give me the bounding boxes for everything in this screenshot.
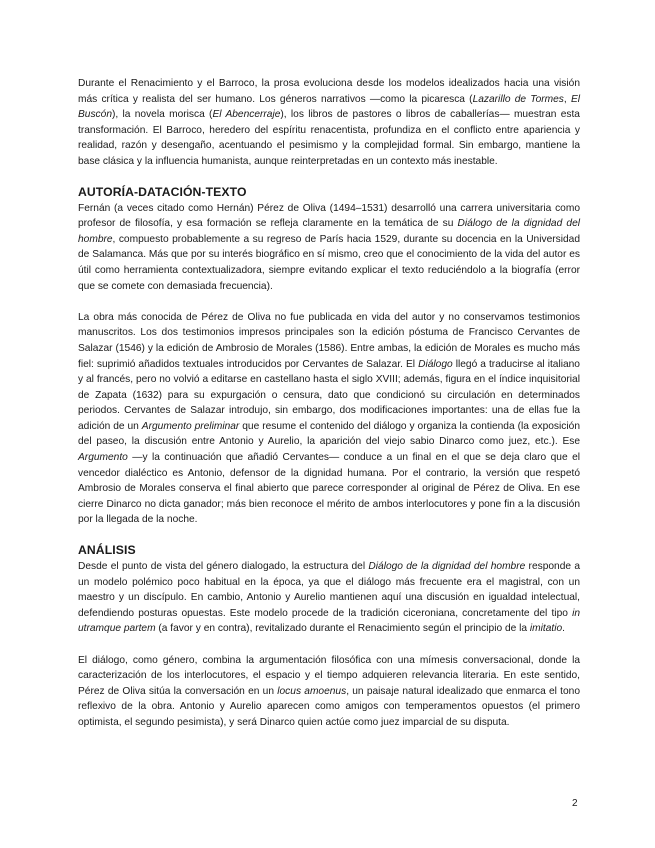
italic-title: Diálogo — [418, 358, 453, 370]
italic-title: in utramque partem — [78, 607, 580, 635]
document-body — [78, 76, 580, 731]
italic-title: locus amoenus — [277, 685, 347, 697]
analisis-paragraph-1: Desde el punto de vista del género dialogado, la estructura del Diálogo de la dignidad del hombre responde a un modelo polémico poco habitual en la época, ya que el diálogo más frecuente era el magistral, con un maestro y un discípulo. En cambio, Antonio y Aurelio mantienen aquí una discusión en igualdad intelectual, defendiendo posturas opuestas. Este modelo procede de la tradición ciceroniana, concretamente del tipo in utramque partem (a favor y en contra), revitalizado durante el Renacimiento según el principio de la imitatio. — [78, 561, 580, 635]
italic-title: Diálogo de la dignidad del hombre — [78, 218, 580, 245]
autoria-paragraph-1: Fernán (a veces citado como Hernán) Pérez de Oliva (1494–1531) desarrolló una carrera universitaria como profesor de filosofía, y esa formación se refleja claramente en la temática de su Diálogo de la dignidad del hombre, compuesto probablemente a su regreso de París hacia 1529, durante su docencia en la Universidad de Salamanca. Más que por su interés biográfico en sí mismo, creo que el conocimiento de la vida del autor es útil como herramienta contextualizadora, siempre evitando explicar el texto reduciéndolo a la biografía (error que se comete con demasiada frecuencia). — [78, 202, 580, 292]
section-heading-autoria: AUTORÍA-DATACIÓN-TEXTO — [78, 184, 247, 199]
autoria-paragraph-2: La obra más conocida de Pérez de Oliva no fue publicada en vida del autor y no conservamos testimonios manuscritos. Los dos testimonios impresos principales son la edición póstuma de Francisco Cervantes de Salazar (1546) y la edición de Ambrosio de Morales (1586). Entre ambas, la edición de Morales es mucho más fiel: suprimió añadidos textuales introducidos por Cervantes de Salazar. El Diálogo llegó a traducirse al italiano y al francés, pero no volvió a editarse en castellano hasta el siglo XVIII; además, figura en el índice inquisitorial de Zapata (1632) para su expurgación o censura, dato que condicionó su circulación en determinados periodos. Cervantes de Salazar introdujo, sin embargo, dos modificaciones importantes: una de ellas fue la adición de un Argumento preliminar que resume el contenido del diálogo y organiza la contienda (la exposición del paseo, la discusión entre Antonio y Aurelio, la aparición del viejo sabio Dinarco como juez, etc.). Ese Argumento —y la continuación que añadió Cervantes— conduce a un final en el que se deja claro que el vencedor dialéctico es Antonio, defensor de la dignidad humana. Por el contrario, la versión que respetó Ambrosio de Morales conserva el final abierto que parece corresponder al original de Pérez de Oliva. En ese cierre Dinarco no dicta ganador; más bien reconoce el mérito de ambos interlocutores y pone fin a la discusión por la llegada de la noche. — [78, 311, 580, 526]
italic-title: imitatio — [529, 623, 563, 635]
section-heading-analisis: ANÁLISIS — [78, 543, 136, 558]
page-number: 2 — [572, 798, 578, 809]
italic-title: El Abencerraje — [212, 109, 281, 121]
italic-title: Lazarillo de Tormes — [472, 93, 564, 105]
italic-title: Argumento — [78, 452, 128, 464]
italic-title: El Buscón — [78, 93, 581, 121]
italic-title: Argumento preliminar — [141, 420, 240, 432]
analisis-paragraph-2: El diálogo, como género, combina la argumentación filosófica con una mímesis conversacional, donde la caracterización de los interlocutores, el espacio y el tiempo adquieren relevancia literaria. En este sentido, Pérez de Oliva sitúa la conversación en un locus amoenus, un paisaje natural idealizado que enmarca el tono reflexivo de la obra. Antonio y Aurelio aparecen como amigos con temperamentos opuestos (el primero optimista, el segundo pesimista), y será Dinarco quien actúe como juez imparcial de su disputa. — [78, 654, 580, 728]
italic-title: Diálogo de la dignidad del hombre — [368, 561, 526, 573]
intro-paragraph: Durante el Renacimiento y el Barroco, la prosa evoluciona desde los modelos idealizados hacia una visión más crítica y realista del ser humano. Los géneros narrativos —como la picaresca (Lazarillo de Tormes, El Buscón), la novela morisca (El Abencerraje), los libros de pastores o libros de caballerías— muestran esta transformación. El Barroco, heredero del espíritu renacentista, profundiza en el conflicto entre apariencia y realidad, razón y desengaño, acentuando el pesimismo y la complejidad formal. Sin embargo, mantiene la base clásica y la influencia humanista, aunque reinterpretadas en un contexto más inestable. — [78, 78, 581, 167]
